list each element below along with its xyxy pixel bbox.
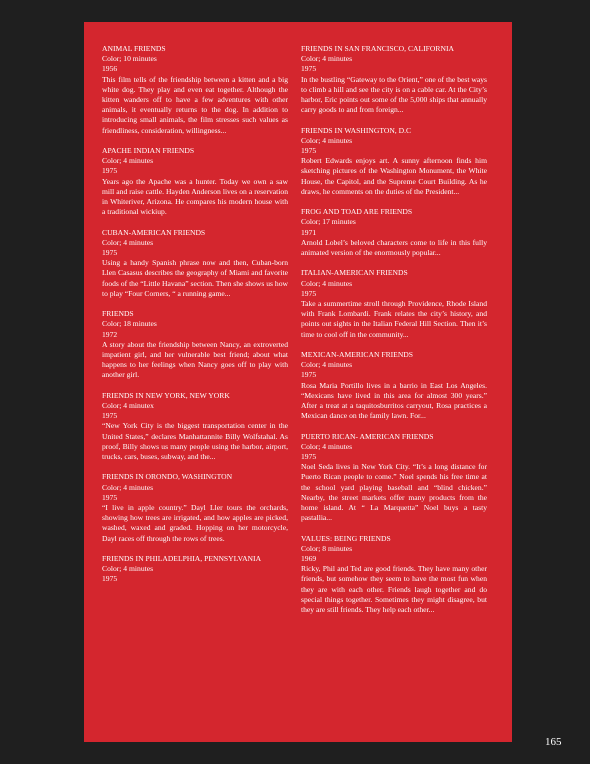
film-format: Color; 18 minutes xyxy=(102,319,157,329)
film-title: FRIENDS xyxy=(102,309,134,319)
film-year: 1972 xyxy=(102,329,118,339)
film-title: PUERTO RICAN- AMERICAN FRIENDS xyxy=(301,431,434,441)
film-year: 1975 xyxy=(102,492,118,502)
film-format: Color; 17 minutes xyxy=(301,217,356,227)
film-entry xyxy=(102,391,288,462)
film-format: Color; 4 minutes xyxy=(102,564,154,574)
film-description: A story about the friendship between Nancy, an extroverted impatient girl, and her vulnerable best friend; about what happens to her feelings when Nancy goes off to play with another girl. xyxy=(102,339,288,380)
film-entry xyxy=(301,534,487,616)
film-year: 1975 xyxy=(301,146,317,156)
film-description: “I live in apple country.” Dayl Ller tours the orchards, showing how trees are irrigated, and how apples are picked, washed, waxed and graded. Hopping on her motorcycle, Dayl races off through the rows of trees. xyxy=(102,503,288,543)
film-title: ITALIAN-AMERICAN FRIENDS xyxy=(301,268,408,278)
film-entry xyxy=(102,146,288,217)
film-entry xyxy=(102,228,288,299)
film-description: Using a handy Spanish phrase now and then, Cuban-born Llen Casasus describes the geography of Miami and favorite foods of the “Little Havana” section. Then she shows us how to play “Four Corners, “ a running game... xyxy=(102,258,288,298)
film-description: Ricky, Phil and Ted are good friends. They have many other friends, but somehow they seem to have the most fun when they are with each other. Friends laugh together and do special things together. Sometimes they might disagree, but they are still friends. They help each other... xyxy=(301,564,487,615)
film-format: Color; 4 minutes xyxy=(102,237,154,247)
film-year: 1975 xyxy=(102,248,118,258)
film-format: Color; 4 minutes xyxy=(102,156,154,166)
film-entry xyxy=(102,554,288,585)
film-description: Robert Edwards enjoys art. A sunny afternoon finds him sketching pictures of the Washington Monument, the White House, the Capitol, and the Supreme Court Building. As he draws, he comments on the duties of the President... xyxy=(301,156,487,196)
film-format: Color; 4 minutes xyxy=(301,441,353,451)
film-entry xyxy=(301,207,487,258)
film-description: This film tells of the friendship between a kitten and a big white dog. They play and even eat together. Although the kitten wanders off to have a few adventures with other animals, it eventually returns to the dog. In addition to introducing small animals, the film stresses such values as friendliness, consideration, willingness... xyxy=(102,74,288,135)
film-entry xyxy=(301,44,487,115)
film-format: Color; 10 minutes xyxy=(102,54,157,64)
film-format: Color; 4 minutes xyxy=(301,135,353,145)
film-title: FRIENDS IN ORONDO, WASHINGTON xyxy=(102,472,233,482)
film-year: 1975 xyxy=(102,166,118,176)
film-format: Color; 8 minutes xyxy=(301,543,353,553)
film-year: 1969 xyxy=(301,554,317,564)
film-description: “New York City is the biggest transportation center in the United States,” declares Manhattannite Billy Wolfstahal. As proof, Billy shows us many people using the harbor, airport, trucks, cars, buses, subway, and the... xyxy=(102,421,288,462)
film-description: Noel Seda lives in New York City. “It’s a long distance for Puerto Rican people to come.” Noel spends his free time at the school yard playing baseball and “blind chicken.” Nearby, the street markets offer many products from the home island. At “ La Marquetta” Noel buys a tasty pastallia... xyxy=(301,462,487,523)
film-format: Color; 4 minutex xyxy=(102,401,154,411)
film-year: 1956 xyxy=(102,64,118,74)
film-entry xyxy=(301,432,487,524)
film-title: CUBAN-AMERICAN FRIENDS xyxy=(102,227,206,237)
film-entry xyxy=(301,268,487,339)
film-title: MEXICAN-AMERICAN FRIENDS xyxy=(301,350,414,360)
film-title: ANIMAL FRIENDS xyxy=(102,44,166,53)
page-number: 165 xyxy=(545,736,562,748)
film-year: 1971 xyxy=(301,227,317,237)
film-title: VALUES: BEING FRIENDS xyxy=(301,533,391,543)
film-year: 1975 xyxy=(301,370,317,380)
film-year: 1975 xyxy=(301,64,317,74)
film-title: APACHE INDIAN FRIENDS xyxy=(102,146,195,156)
film-entry xyxy=(301,350,487,421)
film-description: Take a summertime stroll through Providence, Rhode Island with Frank Lombardi. Frank relates the city’s history, and points out sights in the Italian Federal Hill Section. Then it’s time to cool off in the community... xyxy=(301,299,487,339)
film-format: Color; 4 minutes xyxy=(102,482,154,492)
right-column xyxy=(301,44,487,625)
film-description: In the bustling “Gateway to the Orient,” one of the best ways to climb a hill and see the city is on a cable car. At the City’s harbor, Eric points out some of the 5,000 ships that annually carry goods to and from foreign... xyxy=(301,74,487,115)
film-entry xyxy=(102,44,288,136)
film-format: Color; 4 minutes xyxy=(301,54,353,64)
film-description: Rosa Maria Portillo lives in a barrio in East Los Angeles. “Mexicans have lived in this area for almost 300 years.” After a treat at a taquitosburritos carryout, Rosa practices a Mexican dance on the family lawn. For... xyxy=(301,380,487,421)
film-year: 1975 xyxy=(301,288,317,298)
film-title: FRIENDS IN NEW YORK, NEW YORK xyxy=(102,390,230,400)
film-description: Arnold Lobel’s beloved characters come to life in this fully animated version of the enormously popular... xyxy=(301,237,487,258)
film-year: 1975 xyxy=(301,452,317,462)
film-entry xyxy=(102,309,288,380)
catalog-page-panel xyxy=(84,22,512,742)
film-year: 1975 xyxy=(102,574,118,584)
film-title: FROG AND TOAD ARE FRIENDS xyxy=(301,207,413,217)
film-format: Color; 4 minutes xyxy=(301,360,353,370)
film-description: Years ago the Apache was a hunter. Today we own a saw mill and raise cattle. Hayden Anderson lives on a reservation in Whiteriver, Arizona. He compares his modern house with a traditional wickiup. xyxy=(102,176,288,217)
film-title: FRIENDS IN SAN FRANCISCO, CALIFORNIA xyxy=(301,44,454,53)
film-title: FRIENDS IN PHILADELPHIA, PENNSYLVANIA xyxy=(102,554,262,564)
left-column xyxy=(102,44,288,595)
film-year: 1975 xyxy=(102,411,118,421)
film-entry xyxy=(301,126,487,197)
film-title: FRIENDS IN WASHINGTON, D.C xyxy=(301,125,412,135)
film-entry xyxy=(102,472,288,543)
film-format: Color; 4 minutes xyxy=(301,278,353,288)
